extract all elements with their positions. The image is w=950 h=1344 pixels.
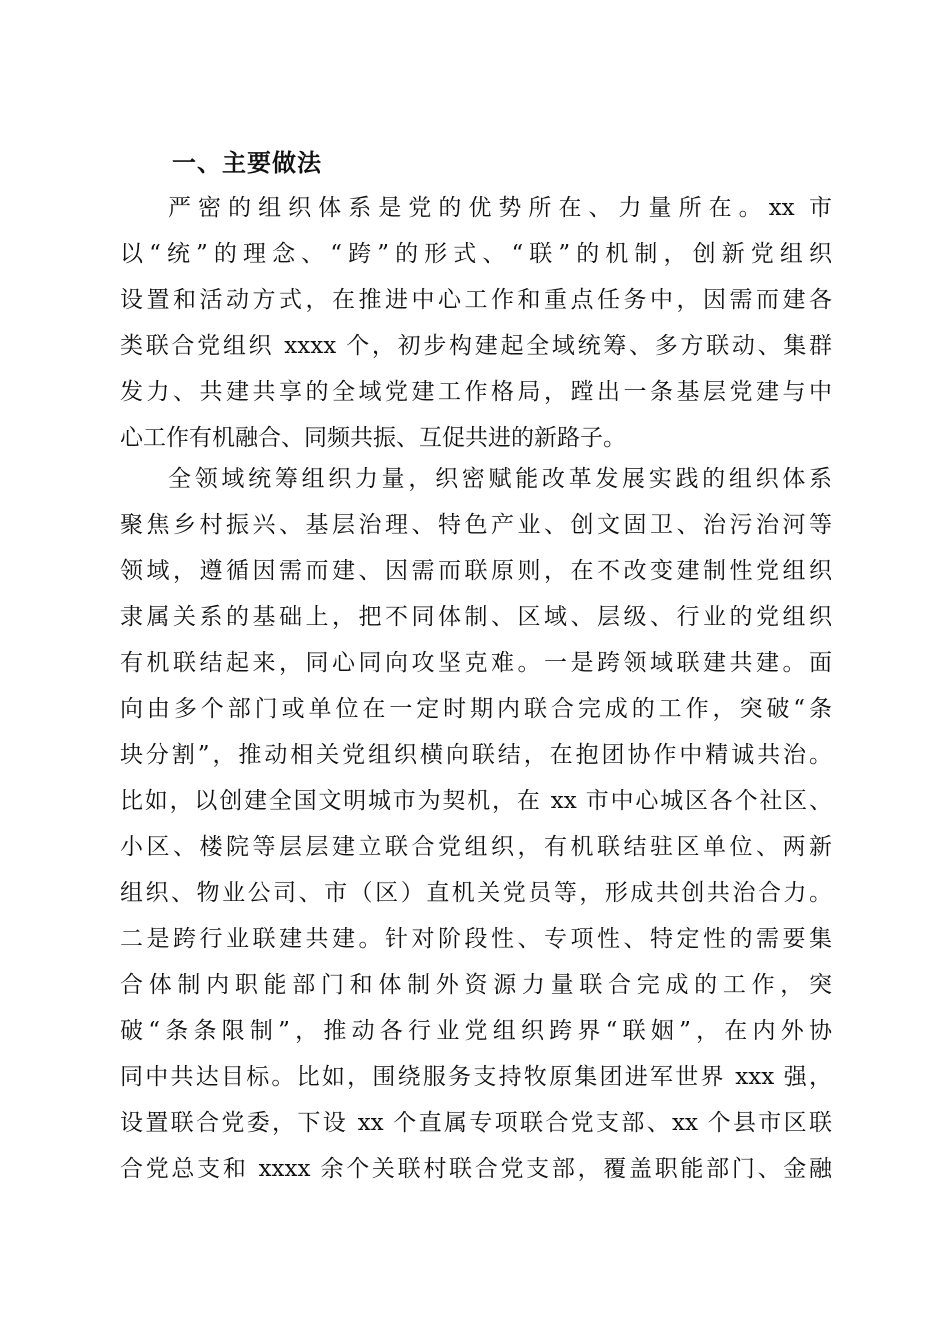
paragraph-line: 合党总支和 xxxx 余个关联村联合党支部，覆盖职能部门、金融 bbox=[120, 1156, 832, 1182]
paragraph-line: 心工作有机融合、同频共振、互促共进的新路子。 bbox=[120, 425, 626, 451]
paragraph-line: 块分割”，推动相关党组织横向联结，在抱团协作中精诚共治。 bbox=[120, 742, 832, 768]
paragraph-line: 同中共达目标。比如，围绕服务支持牧原集团进军世界 xxx 强， bbox=[120, 1064, 832, 1090]
paragraph-line: 隶属关系的基础上，把不同体制、区域、层级、行业的党组织 bbox=[120, 604, 832, 630]
paragraph-line: 发力、共建共享的全域党建工作格局，蹚出一条基层党建与中 bbox=[120, 379, 832, 405]
paragraph-line: 设置联合党委，下设 xx 个直属专项联合党支部、xx 个县市区联 bbox=[120, 1110, 832, 1136]
paragraph-line: 严密的组织体系是党的优势所在、力量所在。xx 市 bbox=[168, 195, 832, 221]
paragraph-line: 类联合党组织 xxxx 个，初步构建起全域统筹、多方联动、集群 bbox=[120, 333, 832, 359]
paragraph-line: 小区、楼院等层层建立联合党组织，有机联结驻区单位、两新 bbox=[120, 834, 832, 860]
paragraph-line: 比如，以创建全国文明城市为契机，在 xx 市中心城区各个社区、 bbox=[120, 788, 832, 814]
paragraph-line: 破“条条限制”，推动各行业党组织跨界“联姻”，在内外协 bbox=[120, 1018, 832, 1044]
paragraph-line: 领域，遵循因需而建、因需而联原则，在不改变建制性党组织 bbox=[120, 558, 832, 584]
paragraph-line: 设置和活动方式，在推进中心工作和重点任务中，因需而建各 bbox=[120, 287, 832, 313]
paragraph-line: 有机联结起来，同心同向攻坚克难。一是跨领域联建共建。面 bbox=[120, 650, 832, 676]
paragraph-line: 向由多个部门或单位在一定时期内联合完成的工作，突破“条 bbox=[120, 696, 832, 722]
paragraph-line: 二是跨行业联建共建。针对阶段性、专项性、特定性的需要集 bbox=[120, 926, 832, 952]
paragraph-line: 全领域统筹组织力量，织密赋能改革发展实践的组织体系 bbox=[168, 466, 832, 492]
paragraph-line: 以“统”的理念、“跨”的形式、“联”的机制，创新党组织 bbox=[120, 241, 832, 267]
section-heading: 一、主要做法 bbox=[172, 149, 322, 177]
paragraph-line: 组织、物业公司、市（区）直机关党员等，形成共创共治合力。 bbox=[120, 880, 832, 906]
paragraph-line: 合体制内职能部门和体制外资源力量联合完成的工作，突 bbox=[120, 972, 832, 998]
paragraph-line: 聚焦乡村振兴、基层治理、特色产业、创文固卫、治污治河等 bbox=[120, 512, 832, 538]
